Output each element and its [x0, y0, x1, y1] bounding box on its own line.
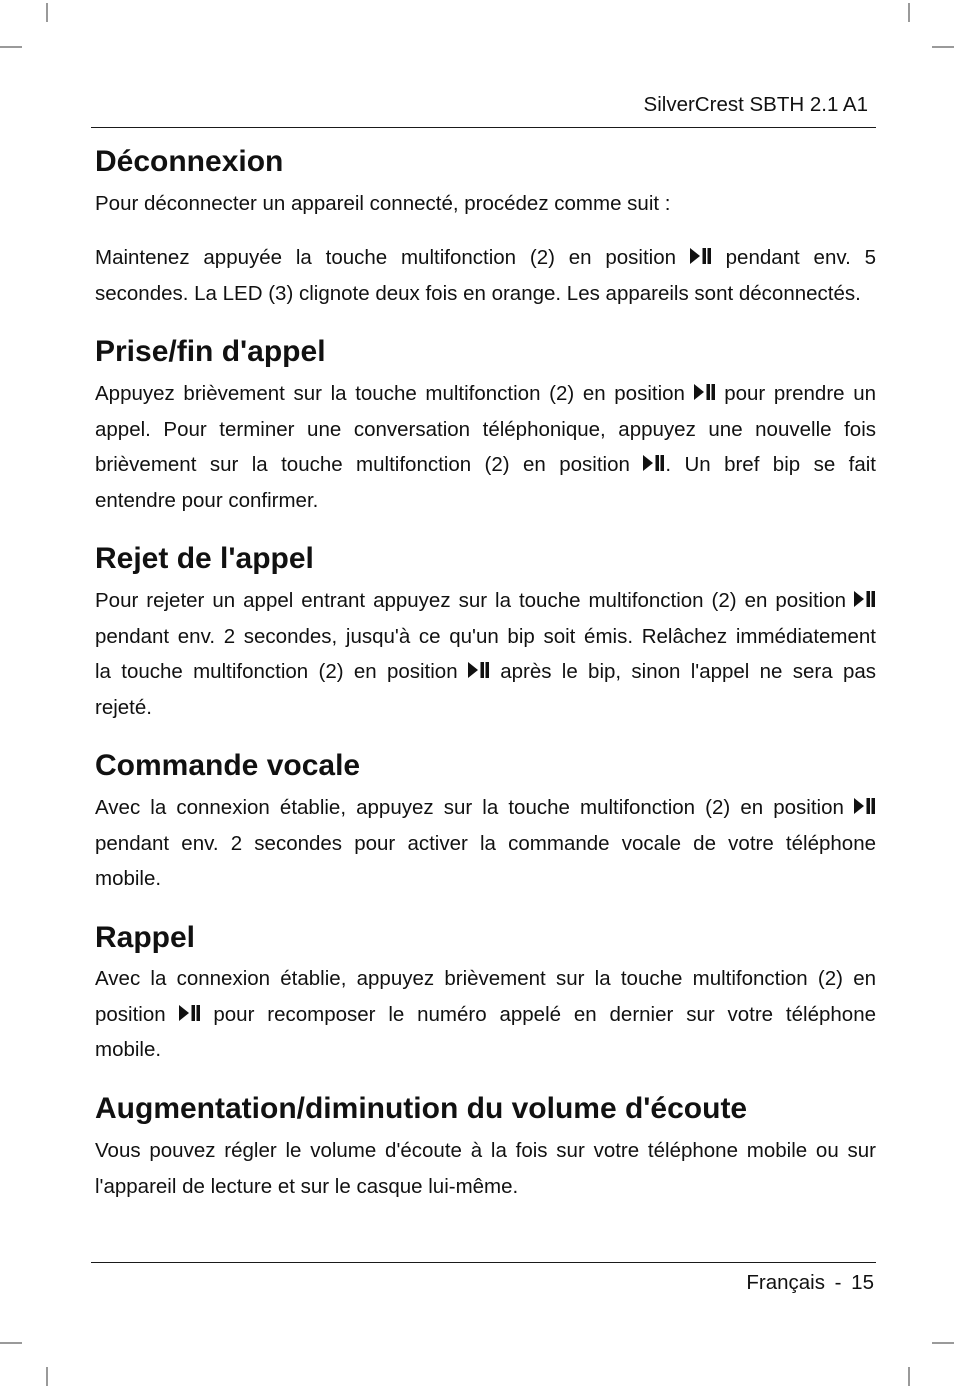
play-pause-icon [854, 590, 876, 608]
text-segment: . Un bref bip se fait [665, 453, 876, 476]
text-line [95, 240, 876, 276]
text-line [95, 186, 876, 222]
section-heading: Rappel [95, 921, 196, 954]
section-heading: Prise/fin d'appel [95, 335, 326, 368]
text-line [95, 1032, 876, 1068]
text-segment: mobile. [95, 867, 162, 890]
crop-mark [908, 3, 910, 22]
paragraph [95, 376, 876, 518]
text-line [95, 826, 876, 862]
document-title: SilverCrest SBTH 2.1 A1 [643, 93, 868, 116]
text-line [95, 654, 876, 690]
text-line [95, 483, 876, 519]
text-segment: Maintenez appuyée la touche multifonction (2) en position [95, 246, 690, 269]
text-line [95, 1169, 876, 1205]
text-segment: pour recomposer le numéro appelé en dernier sur votre téléphone [200, 1002, 876, 1026]
text-segment: Pour déconnecter un appareil connecté, procédez comme suit : [95, 192, 671, 215]
play-pause-icon [468, 661, 490, 679]
play-pause-icon [179, 1004, 201, 1022]
text-segment: appel. Pour terminer une conversation téléphonique, appuyez une nouvelle fois [95, 417, 876, 441]
header-rule [91, 127, 876, 128]
text-line [95, 412, 876, 448]
text-segment: Vous pouvez régler le volume d'écoute à la fois sur votre téléphone mobile ou sur [95, 1139, 876, 1162]
text-segment: pendant env. 5 [711, 246, 876, 269]
paragraph [95, 790, 876, 897]
play-pause-icon [854, 797, 876, 815]
footer-rule [91, 1262, 876, 1263]
section-heading: Rejet de l'appel [95, 542, 314, 575]
section-heading: Augmentation/diminution du volume d'écoute [95, 1092, 748, 1125]
text-segment: Avec la connexion établie, appuyez brièvement sur la touche multifonction (2) en [95, 967, 876, 990]
page-number: Français - 15 [746, 1271, 874, 1294]
text-line [95, 583, 876, 619]
text-segment: brièvement sur la touche multifonction (2) en position [95, 453, 644, 476]
section-heading: Déconnexion [95, 145, 284, 178]
text-line [95, 619, 876, 655]
crop-mark [0, 1342, 22, 1344]
text-line [95, 861, 876, 897]
text-line [95, 1133, 876, 1169]
section-heading: Commande vocale [95, 749, 361, 782]
text-line [95, 790, 876, 826]
text-line [95, 376, 876, 412]
crop-mark [46, 3, 48, 22]
text-line [95, 276, 876, 312]
text-segment: Avec la connexion établie, appuyez sur la touche multifonction (2) en position [95, 796, 854, 819]
text-segment: entendre pour confirmer. [95, 488, 319, 512]
text-segment: pendant env. 2 secondes pour activer la commande vocale de votre téléphone [95, 831, 876, 855]
text-line [95, 997, 876, 1033]
text-segment: la touche multifonction (2) en position [95, 660, 468, 683]
text-segment: Appuyez brièvement sur la touche multifonction (2) en position [95, 382, 694, 405]
text-segment: pour prendre un [715, 382, 877, 405]
text-segment: rejeté. [95, 695, 152, 719]
text-segment: secondes. La LED (3) clignote deux fois en orange. Les appareils sont déconnectés. [95, 281, 861, 305]
crop-mark [908, 1367, 910, 1386]
text-line [95, 961, 876, 997]
text-segment: mobile. [95, 1038, 162, 1061]
text-segment: position [95, 1002, 179, 1026]
play-pause-icon [694, 383, 716, 401]
text-segment: l'appareil de lecture et sur le casque lui-même. [95, 1174, 519, 1198]
crop-mark [932, 46, 954, 48]
paragraph [95, 961, 876, 1068]
paragraph [95, 186, 876, 222]
crop-mark [0, 46, 22, 48]
paragraph [95, 1133, 876, 1204]
text-line [95, 447, 876, 483]
text-segment: après le bip, sinon l'appel ne sera pas [489, 660, 876, 683]
text-line [95, 690, 876, 726]
play-pause-icon [643, 454, 665, 472]
text-segment: Pour rejeter un appel entrant appuyez sur la touche multifonction (2) en position [95, 589, 854, 612]
paragraph [95, 240, 876, 311]
crop-mark [46, 1367, 48, 1386]
text-segment: pendant env. 2 secondes, jusqu'à ce qu'un bip soit émis. Relâchez immédiatement [95, 624, 876, 648]
paragraph [95, 583, 876, 725]
play-pause-icon [690, 247, 712, 265]
crop-mark [932, 1342, 954, 1344]
